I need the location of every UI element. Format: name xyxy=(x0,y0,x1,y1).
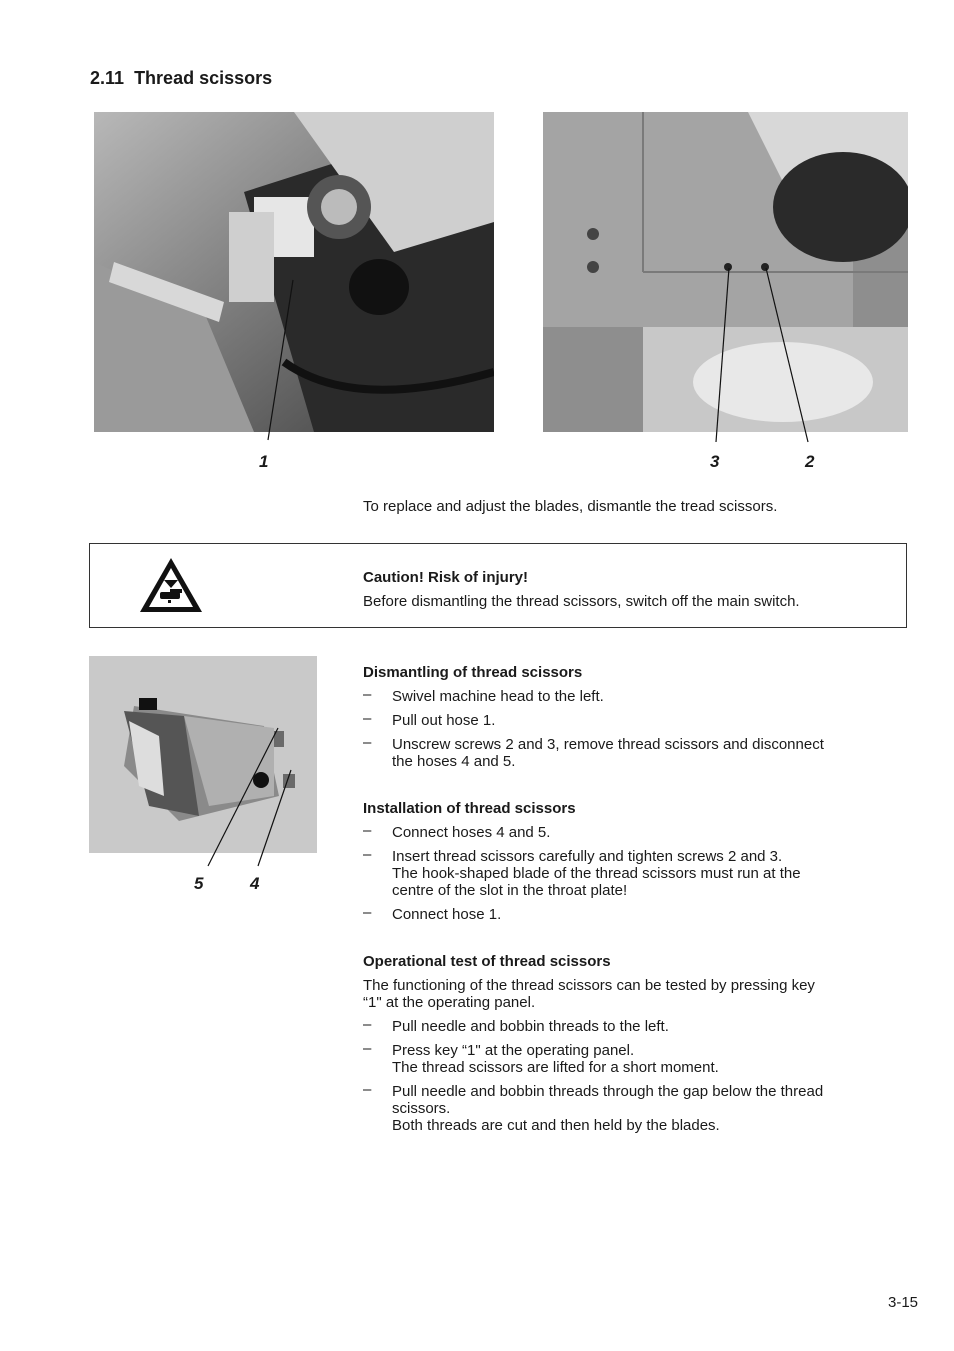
caution-box xyxy=(89,543,907,628)
test-title: Operational test of thread scissors xyxy=(363,953,611,970)
dash-marker: – xyxy=(363,1081,372,1098)
hand-injury-warning-icon xyxy=(138,556,204,614)
caution-title: Caution! Risk of injury! xyxy=(363,569,528,586)
callout-leaders-lower xyxy=(180,720,300,880)
list-item: – Insert thread scissors carefully and tighten screws 2 and 3. The hook-shaped blade of the thread scissors must run at the centre of the slot in the throat plate! xyxy=(363,846,801,899)
list-item: – Press key “1" at the operating panel. The thread scissors are lifted for a short moment. xyxy=(363,1040,719,1076)
dash-marker: – xyxy=(363,686,372,703)
page-number: 3-15 xyxy=(888,1294,919,1311)
section-number: 2.11 xyxy=(90,68,125,88)
callout-3: 3 xyxy=(710,452,720,471)
callout-2: 2 xyxy=(805,452,815,471)
installation-title: Installation of thread scissors xyxy=(363,800,576,817)
callout-4: 4 xyxy=(250,874,260,893)
section-title: Thread scissors xyxy=(134,68,273,88)
list-item: – Swivel machine head to the left. xyxy=(363,686,604,705)
dash-marker: – xyxy=(363,1040,372,1057)
intro-text: To replace and adjust the blades, dismantle the tread scissors. xyxy=(363,498,778,515)
dismantling-title: Dismantling of thread scissors xyxy=(363,664,583,681)
dash-marker: – xyxy=(363,822,372,839)
list-item: – Pull out hose 1. xyxy=(363,710,496,729)
dash-marker: – xyxy=(363,846,372,863)
list-item: – Unscrew screws 2 and 3, remove thread scissors and disconnect the hoses 4 and 5. xyxy=(363,734,824,770)
test-intro: The functioning of the thread scissors can be tested by pressing key “1" at the operating panel. xyxy=(363,977,815,1011)
list-item: – Pull needle and bobbin threads through the gap below the thread scissors. Both threads are cut and then held by the blades. xyxy=(363,1081,824,1134)
callout-1: 1 xyxy=(259,452,269,471)
callout-leaders-top xyxy=(0,0,954,480)
caution-text: Before dismantling the thread scissors, switch off the main switch. xyxy=(363,593,800,610)
dash-marker: – xyxy=(363,1016,372,1033)
dash-marker: – xyxy=(363,710,372,727)
dash-marker: – xyxy=(363,734,372,751)
dash-marker: – xyxy=(363,904,372,921)
callout-5: 5 xyxy=(194,874,204,893)
list-item: – Connect hose 1. xyxy=(363,904,502,923)
list-item: – Connect hoses 4 and 5. xyxy=(363,822,551,841)
list-item: – Pull needle and bobbin threads to the left. xyxy=(363,1016,669,1035)
